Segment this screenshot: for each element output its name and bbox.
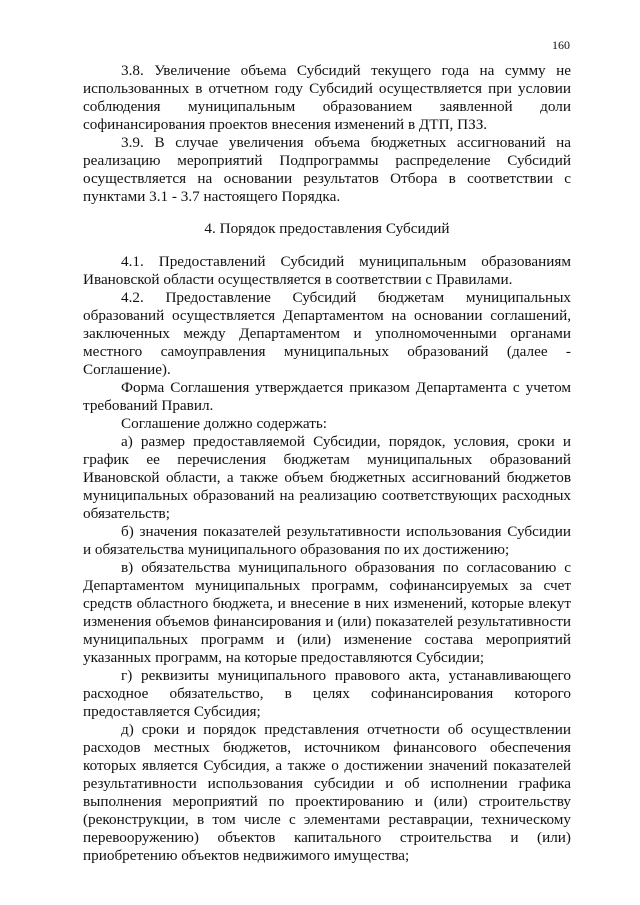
page-number: 160 <box>552 38 570 52</box>
list-item-b: б) значения показателей результативности использования Субсидии и обязательства муниципального образования по их достижению; <box>83 523 571 558</box>
paragraph-3-9: 3.9. В случае увеличения объема бюджетных ассигнований на реализацию мероприятий Подпрограммы распределение Субсидий осуществляется на основании результатов Отбора в соответствии с пунктами 3.1 - 3.7 настоящего Порядка. <box>83 134 571 205</box>
list-item-a: а) размер предоставляемой Субсидии, порядок, условия, сроки и график ее перечисления бюджетам муниципальных образований Ивановской области, а также объем бюджетных ассигнований бюджетов муниципальных образований на реализацию соответствующих расходных обязательств; <box>83 433 571 522</box>
paragraph-agreement-contents: Соглашение должно содержать: <box>121 415 328 432</box>
document-body <box>83 62 571 865</box>
paragraph-4-2: 4.2. Предоставление Субсидий бюджетам муниципальных образований осуществляется Департаментом на основании соглашений, заключенных между Департаментом и уполномоченными органами местного самоуправления муниципальных образований (далее - Соглашение). <box>83 289 571 378</box>
list-item-g: г) реквизиты муниципального правового акта, устанавливающего расходное обязательство, в целях софинансирования которого предоставляется Субсидия; <box>83 667 571 720</box>
section-heading: 4. Порядок предоставления Субсидий <box>204 220 450 237</box>
paragraph-agreement-form: Форма Соглашения утверждается приказом Департамента с учетом требований Правил. <box>83 379 571 414</box>
list-item-d: д) сроки и порядок представления отчетности об осуществлении расходов местных бюджетов, источником финансового обеспечения которых является Субсидия, а также о достижении значений показателей результативности использования субсидии и об исполнении графика выполнения мероприятий по проектированию и (или) строительству (реконструкции, в том числе с элементами реставрации, техническому перевооружению) объектов капитального строительства и (или) приобретению объектов недвижимого имущества; <box>83 721 571 864</box>
paragraph-4-1: 4.1. Предоставлений Субсидий муниципальным образованиям Ивановской области осуществляется в соответствии с Правилами. <box>83 253 571 288</box>
list-item-v: в) обязательства муниципального образования по согласованию с Департаментом муниципальных программ, софинансируемых за счет средств областного бюджета, и внесение в них изменений, которые влекут изменения объемов финансирования и (или) показателей результативности муниципальных программ и (или) изменение состава мероприятий указанных программ, на которые предоставляются Субсидии; <box>83 559 571 666</box>
paragraph-3-8: 3.8. Увеличение объема Субсидий текущего года на сумму не использованных в отчетном году Субсидий осуществляется при условии соблюдения муниципальным образованием заявленной доли софинансирования проектов внесения изменений в ДТП, ПЗЗ. <box>83 62 571 133</box>
